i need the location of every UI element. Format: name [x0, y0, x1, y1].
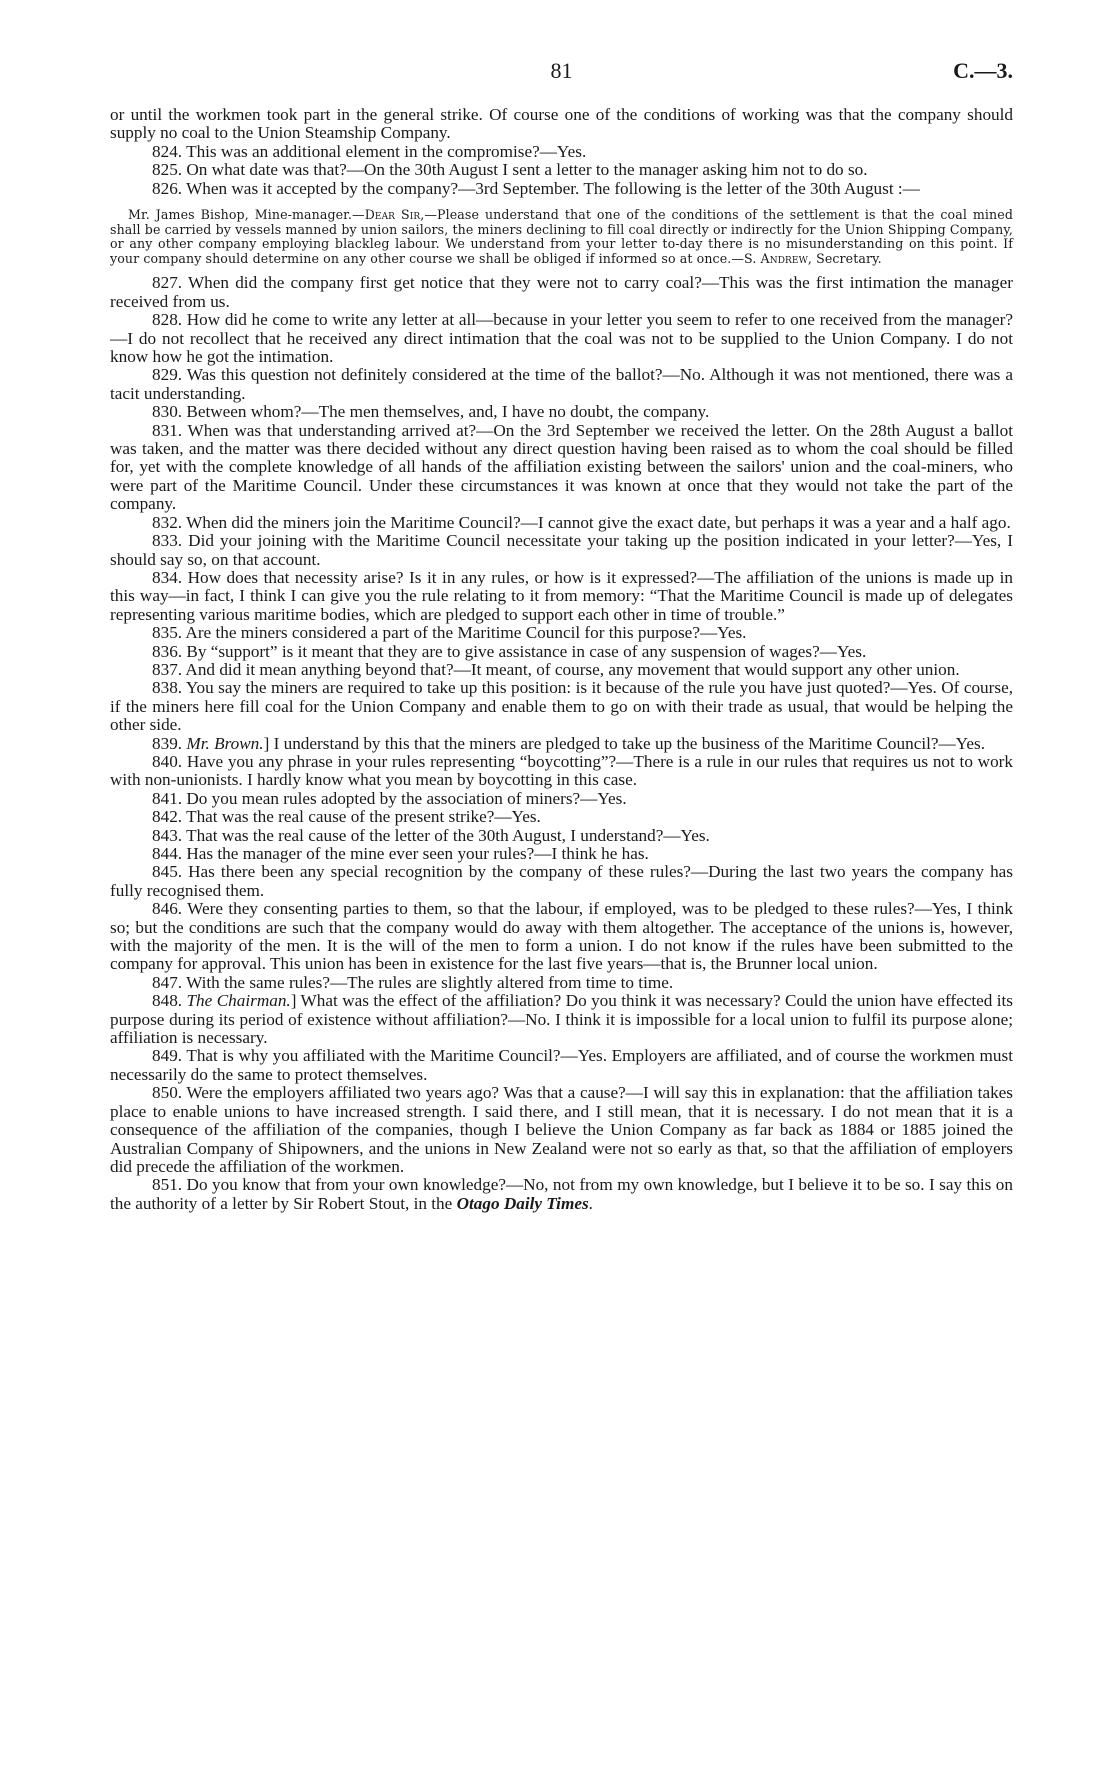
- question-text: ] What was the effect of the affiliation? Do you think it was necessary? Could the union have effected its purpose during its period of existence without affiliation?—No. I think it is impossible for a local union to fulfil its purpose alone; affiliation is necessary.: [110, 991, 1013, 1048]
- page-number: 81: [550, 58, 573, 83]
- question-832: 832. When did the miners join the Maritime Council?—I cannot give the exact date, but perhaps it was a year and a half ago.: [152, 512, 1011, 532]
- question-828: 828. How did he come to write any letter at all—because in your letter you seem to refer to one received from the manager?—I do not recollect that he received any direct intimation that the coal was not to be supplied to the Union Company. I do not know how he got the intimation.: [110, 310, 1013, 367]
- document-page: [110, 58, 1013, 1213]
- question-826: 826. When was it accepted by the company?—3rd September. The following is the letter of the 30th August :—: [152, 178, 920, 198]
- question-831: 831. When was that understanding arrived at?—On the 3rd September we received the letter. On the 28th August a ballot was taken, and the matter was there decided without any direct question having been raised as to whom the coal should be filled for, yet with the complete knowledge of all hands of the affiliation existing between the sailors' union and the coal-miners, who were part of the Maritime Council. Under these circumstances it was known at once that they would not take the part of the company.: [110, 420, 1013, 514]
- question-847: 847. With the same rules?—The rules are slightly altered from time to time.: [152, 972, 674, 992]
- letter-signatory: Andrew: [760, 250, 808, 266]
- question-843: 843. That was the real cause of the letter of the 30th August, I understand?—Yes.: [152, 825, 710, 845]
- question-836: 836. By “support” is it meant that they are to give assistance in case of any suspension of wages?—Yes.: [152, 641, 867, 661]
- question-829: 829. Was this question not definitely considered at the time of the ballot?—No. Although it was not mentioned, there was a tacit understanding.: [110, 365, 1013, 403]
- question-825: 825. On what date was that?—On the 30th August I sent a letter to the manager asking him not to do so.: [152, 160, 868, 180]
- speaker-name: The Chairman.: [186, 991, 291, 1011]
- question-848: [110, 992, 1013, 1047]
- question-number: 839.: [152, 733, 187, 753]
- question-end: .: [588, 1193, 593, 1213]
- question-844: 844. Has the manager of the mine ever seen your rules?—I think he has.: [152, 844, 649, 863]
- question-839: [110, 735, 1013, 753]
- question-835: 835. Are the miners considered a part of the Maritime Council for this purpose?—Yes.: [152, 623, 747, 643]
- question-837: 837. And did it mean anything beyond that?—It meant, of course, any movement that would support any other union.: [152, 659, 960, 679]
- quoted-letter: [110, 208, 1013, 266]
- question-840: 840. Have you any phrase in your rules representing “boycotting”?—There is a rule in our rules that requires us not to work with non-unionists. I hardly know what you mean by boycotting in this case.: [110, 751, 1013, 790]
- question-851: [110, 1176, 1013, 1213]
- letter-signatory-title: , Secretary.: [807, 250, 882, 266]
- question-833: 833. Did your joining with the Maritime Council necessitate your taking up the position indicated in your letter?—Yes, I should say so, on that account.: [110, 531, 1013, 569]
- evidence-body: [110, 106, 1013, 1213]
- question-830: 830. Between whom?—The men themselves, and, I have no doubt, the company.: [152, 402, 710, 422]
- speaker-name: Mr. Brown.: [186, 733, 264, 753]
- question-846: 846. Were they consenting parties to them, so that the labour, if employed, was to be pledged to these rules?—Yes, I think so; but the conditions are such that the company would do away with them altogether. The acceptance of the unions is, however, with the majority of the men. It is the will of the men to form a union. I do not know if the rules have been submitted to the company for approval. This union has been in existence for the last five years—that is, the Brunner local union.: [110, 899, 1013, 974]
- letter-body: —Please understand that one of the conditions of the settlement is that the coal mined shall be carried by vessels manned by union sailors, the miners declining to fill coal directly or indirectly for the Union Shipping Company, or any other company employing blackleg labour. We understand from your letter to-day there is no misunderstanding on this point. If your company should determine on any other course we shall be obliged if informed so at once.—S.: [110, 207, 1013, 266]
- letter-salutation: Dear Sir,: [364, 207, 425, 223]
- question-838: 838. You say the miners are required to take up this position: is it because of the rule you have just quoted?—Yes. Of course, if the miners here fill coal for the Union Company and enable them to go on with their trade as usual, that would be helping the other side.: [110, 678, 1013, 735]
- question-834: 834. How does that necessity arise? Is it in any rules, or how is it expressed?—The affiliation of the unions is made up in this way—in fact, I think I can give you the rule relating to it from memory: “That the Maritime Council is made up of delegates representing various maritime bodies, which are pledged to support each other in time of trouble.”: [110, 567, 1013, 624]
- question-824: 824. This was an additional element in the compromise?—Yes.: [152, 141, 587, 161]
- paragraph-opening: or until the workmen took part in the general strike. Of course one of the conditions of working was that the company should supply no coal to the Union Steamship Company.: [110, 105, 1013, 143]
- question-827: 827. When did the company first get notice that they were not to carry coal?—This was the first intimation the manager received from us.: [110, 273, 1013, 311]
- question-849: 849. That is why you affiliated with the Maritime Council?—Yes. Employers are affiliated, and of course the workmen must necessarily do the same to protect themselves.: [110, 1046, 1013, 1084]
- document-reference: C.—3.: [953, 58, 1013, 83]
- page-header: [110, 58, 1013, 92]
- question-841: 841. Do you mean rules adopted by the association of miners?—Yes.: [152, 788, 627, 808]
- publication-name: Otago Daily Times: [456, 1193, 589, 1213]
- question-text: 851. Do you know that from your own knowledge?—No, not from my own knowledge, but I believe it to be so. I say this on the authority of a letter by Sir Robert Stout, in the: [110, 1175, 1013, 1213]
- question-number: 848.: [152, 991, 187, 1011]
- letter-addressee: Mr. James Bishop, Mine-manager.—: [128, 207, 365, 223]
- question-850: 850. Were the employers affiliated two years ago? Was that a cause?—I will say this in explanation: that the affiliation takes place to enable unions to have increased strength. I said there, and I still mean, that it is necessary. I do not mean that it is a consequence of the affiliation of the companies, though I believe the Union Company as far back as 1884 or 1885 joined the Australian Company of Shipowners, and the unions in New Zealand were not so early as that, so that the affiliation of employers did precede the affiliation of the workmen.: [110, 1083, 1013, 1176]
- question-text: ] I understand by this that the miners are pledged to take up the business of the Maritime Council?—Yes.: [263, 733, 985, 753]
- question-842: 842. That was the real cause of the present strike?—Yes.: [152, 807, 541, 827]
- question-845: 845. Has there been any special recognition by the company of these rules?—During the last two years the company has fully recognised them.: [110, 862, 1013, 900]
